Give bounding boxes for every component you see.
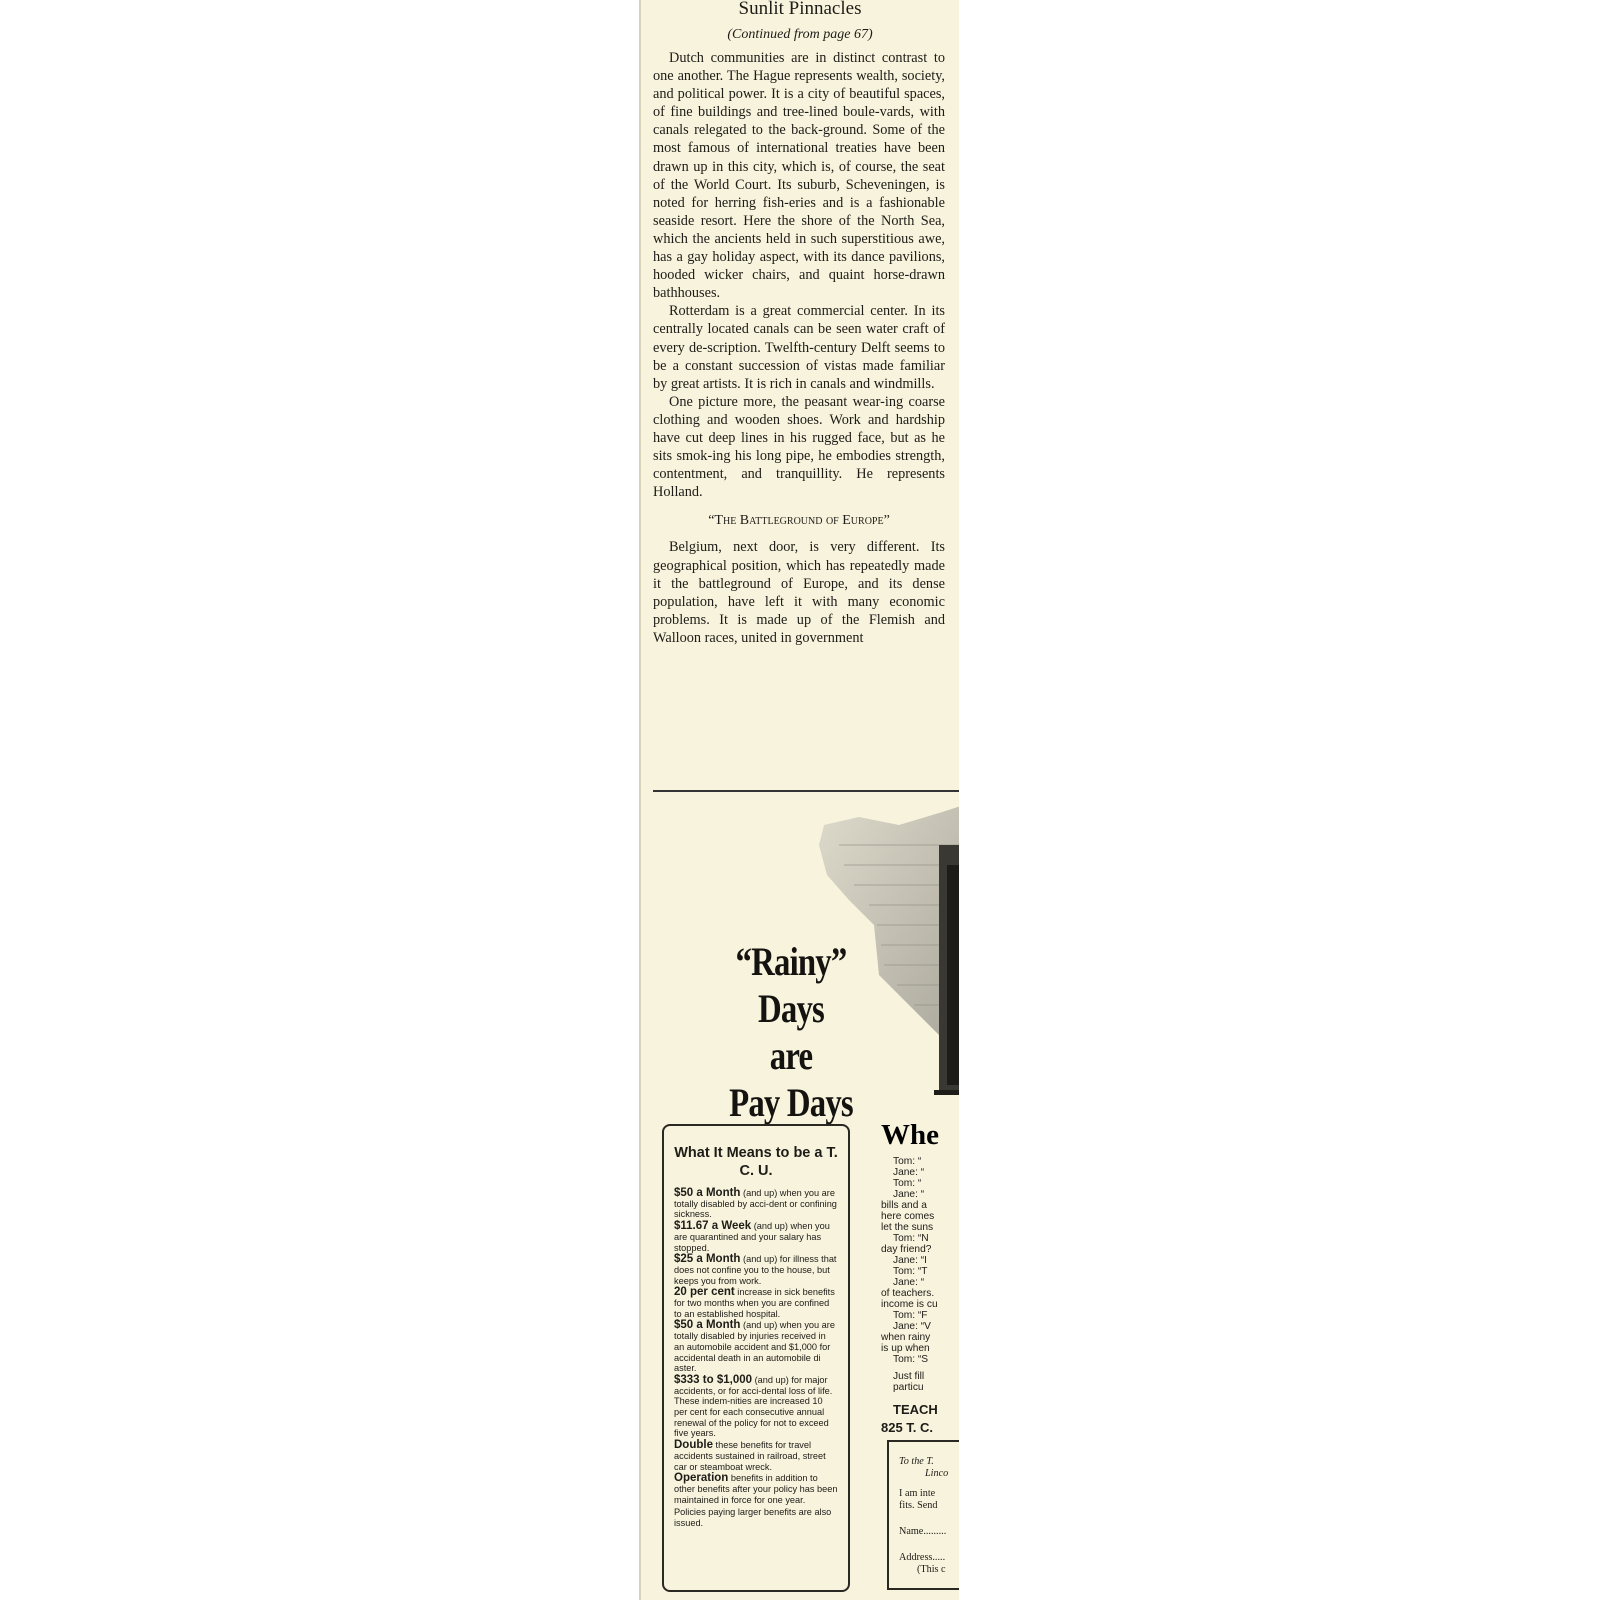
benefit-item — [674, 1320, 838, 1374]
benefit-description: benefits in addition to other benefits after your policy has been maintained in force for one year. — [674, 1473, 838, 1505]
dialogue-line: Tom: “S — [893, 1354, 929, 1365]
story-heading: Whe — [881, 1119, 939, 1151]
ad-headline — [701, 938, 881, 1126]
benefit-item — [674, 1375, 838, 1439]
company-address: 825 T. C. — [881, 1420, 934, 1435]
benefit-item — [674, 1473, 838, 1505]
benefit-description: (and up) when you are quarantined and your salary has stopped. — [674, 1221, 830, 1253]
benefit-item — [674, 1287, 838, 1319]
dialogue-line: bills and a — [881, 1200, 927, 1211]
benefit-amount: $50 a Month — [674, 1319, 741, 1332]
benefit-description: (and up) when you are totally disabled by acci-dent or confining sickness. — [674, 1188, 837, 1220]
benefit-amount: $11.67 a Week — [674, 1220, 752, 1233]
article-title: Sunlit Pinnacles — [738, 0, 862, 19]
benefit-amount: $25 a Month — [674, 1253, 741, 1266]
divider — [653, 790, 959, 792]
paragraph: Rotterdam is a great commercial center. In its centrally located canals can be seen water craft of every de-scription. Twelfth-century Delft seems to be a constant succession of vistas made familiar by great artists. It is rich in canals and windmills. — [653, 303, 945, 392]
benefit-amount: $50 a Month — [674, 1187, 741, 1199]
paragraph: One picture more, the peasant wear-ing coarse clothing and wooden shoes. Work and hardship have cut deep lines in his rugged face, but as he sits smok-ing his long pipe, he embodies strength, contentment, and tranquillity. He represents Holland. — [653, 393, 945, 501]
benefit-description: (and up) for major accidents, or for acci-dental loss of life. These indem-nities are increased 10 per cent for each consecutive annual renewal of the policy for not to exceed five years. — [674, 1374, 833, 1439]
benefits-footer: Policies paying larger benefits are also issued. — [674, 1507, 832, 1529]
paragraph: Belgium, next door, is very different. Its geographical position, which has repeatedly made it the battleground of Europe, and its dense population, have left it with many economic problems. It is made up of the Flemish and Walloon races, united in government — [653, 539, 945, 646]
story-column — [881, 1118, 959, 1437]
benefit-description: increase in sick benefits for two months when you are confined to an established hospital. — [674, 1287, 835, 1319]
continued-note: (Continued from page 67) — [727, 27, 873, 42]
coupon-to: To the T. — [899, 1456, 934, 1467]
dialogue-line: Tom: “ — [893, 1156, 922, 1167]
fill-line: Just fill — [893, 1371, 925, 1382]
dialogue-line: of teachers. — [881, 1288, 935, 1299]
benefits-box — [662, 1124, 850, 1592]
dialogue-line: Tom: “F — [893, 1310, 928, 1321]
coupon-address-field[interactable]: Address..... — [899, 1552, 946, 1563]
headline-line: Pay Days — [729, 1080, 853, 1125]
dialogue-line: Jane: “ — [893, 1277, 925, 1288]
benefit-amount: Operation — [674, 1472, 729, 1485]
benefit-item — [674, 1221, 838, 1253]
benefit-description: these benefits for travel accidents sustained in railroad, street car or steamboat wreck. — [674, 1440, 826, 1472]
fill-note — [881, 1371, 959, 1393]
dialogue-line: when rainy — [881, 1332, 931, 1343]
dialogue-line: day friend? — [881, 1244, 932, 1255]
clipping-page — [639, 0, 959, 1600]
company-line: TEACH — [893, 1402, 938, 1417]
headline-line: “Rainy” Days — [735, 939, 847, 1031]
dialogue-line: Tom: “T — [893, 1266, 928, 1277]
headline-line: are — [769, 1033, 813, 1078]
dialogue-line: Jane: “I — [893, 1255, 927, 1266]
benefit-item — [674, 1440, 838, 1472]
coupon-name-field[interactable]: Name......... — [899, 1526, 947, 1537]
dialogue-line: Jane: “ — [893, 1167, 925, 1178]
coupon-fits: fits. Send — [899, 1500, 938, 1511]
dialogue-line: Jane: “V — [893, 1321, 931, 1332]
dialogue-line: Tom: “N — [893, 1233, 929, 1244]
benefit-amount: Double — [674, 1439, 713, 1452]
dialogue-line: is up when — [881, 1343, 930, 1354]
benefits-title: What It Means to be a T. C. U. — [674, 1145, 838, 1179]
coupon-interest: I am inte — [899, 1488, 936, 1499]
dialogue-line: Tom: “ — [893, 1178, 922, 1189]
dialogue-line: let the suns — [881, 1222, 934, 1233]
paragraph: Dutch communities are in distinct contrast to one another. The Hague represents wealth, society, and political power. It is a city of beautiful spaces, of fine buildings and tree-lined boule-vards, with canals relegated to the back-ground. Some of the most famous of international treaties have been drawn up in this city, which is, of course, the seat of the World Court. Its suburb, Scheveningen, is noted for herring fish-eries and is a fashionable seaside resort. Here the shore of the North Sea, which the ancients held in such superstitious awe, has a gay holiday aspect, with its dance pavilions, hooded wicker chairs, and quaint horse-drawn bathhouses. — [653, 50, 945, 302]
benefits-list — [674, 1188, 838, 1505]
article-body — [653, 49, 945, 647]
fill-line: particu — [893, 1382, 924, 1393]
article-subheading: “The Battleground of Europe” — [708, 513, 890, 529]
benefit-item — [674, 1188, 838, 1220]
benefit-description: (and up) when you are totally disabled by injuries received in an automobile accident and $1,000 for accidental death in an automobile di aster. — [674, 1320, 835, 1374]
coupon-note: (This c — [917, 1564, 946, 1575]
coupon-form[interactable] — [887, 1440, 959, 1590]
benefit-amount: 20 per cent — [674, 1286, 735, 1299]
dialogue-line: Jane: “ — [893, 1189, 925, 1200]
dialogue — [881, 1156, 959, 1365]
benefit-item — [674, 1254, 838, 1286]
company-name — [881, 1401, 959, 1437]
benefit-amount: $333 to $1,000 — [674, 1373, 753, 1386]
benefit-description: (and up) for illness that does not confine you to the house, but keeps you from work. — [674, 1254, 837, 1286]
dialogue-line: here comes — [881, 1211, 935, 1222]
coupon-lincoln: Linco — [925, 1468, 949, 1479]
dialogue-line: income is cu — [881, 1299, 938, 1310]
